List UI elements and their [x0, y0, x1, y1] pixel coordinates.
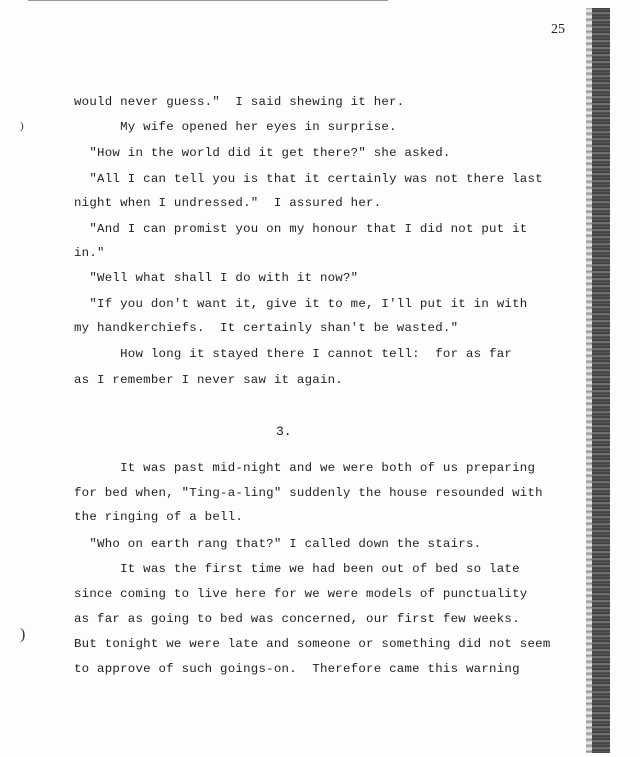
text-line: to approve of such goings-on. Therefore came this warning — [74, 662, 520, 676]
text-line: since coming to live here for we were models of punctuality — [74, 587, 528, 601]
section-number: 3. — [276, 424, 292, 439]
text-line: "If you don't want it, give it to me, I'll put it in with — [74, 297, 528, 311]
text-line: "Well what shall I do with it now?" — [74, 271, 359, 285]
text-line: my handkerchiefs. It certainly shan't be wasted." — [74, 321, 459, 335]
scanned-binding-edge — [592, 8, 610, 753]
page-number: 25 — [551, 22, 565, 37]
top-rule — [28, 0, 388, 4]
text-line: would never guess." I said shewing it her. — [74, 95, 405, 109]
text-line: "All I can tell you is that it certainly was not there last — [74, 172, 543, 186]
text-line: night when I undressed." I assured her. — [74, 196, 382, 210]
text-line: But tonight we were late and someone or something did not seem — [74, 637, 551, 651]
text-line: as I remember I never saw it again. — [74, 373, 343, 387]
text-line: "And I can promist you on my honour that I did not put it — [74, 222, 528, 236]
text-line: for bed when, "Ting-a-ling" suddenly the house resounded with — [74, 486, 543, 500]
text-line: as far as going to bed was concerned, our first few weeks. — [74, 612, 520, 626]
text-line: "How in the world did it get there?" she asked. — [74, 146, 451, 160]
margin-mark: ) — [20, 120, 24, 132]
text-line: the ringing of a bell. — [74, 510, 244, 524]
text-line: My wife opened her eyes in surprise. — [74, 120, 397, 134]
text-line: "Who on earth rang that?" I called down the stairs. — [74, 537, 482, 551]
margin-mark: ) — [20, 626, 26, 643]
text-line: It was the first time we had been out of bed so late — [74, 562, 520, 576]
text-line: in." — [74, 246, 105, 260]
text-line: It was past mid-night and we were both of us preparing — [74, 461, 536, 475]
text-line: How long it stayed there I cannot tell: for as far — [74, 347, 513, 361]
